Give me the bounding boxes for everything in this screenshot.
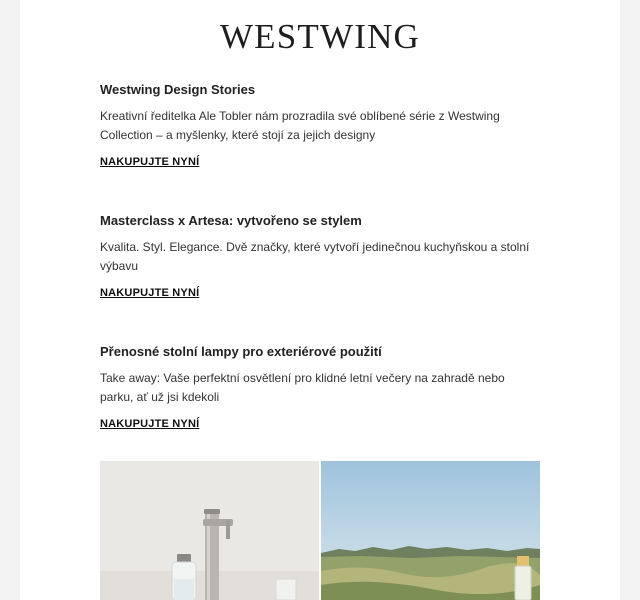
story-design-stories <box>100 81 540 170</box>
story-masterclass-artesa <box>100 212 540 301</box>
story-outdoor-lamps <box>100 343 540 432</box>
email-content <box>20 0 620 600</box>
story-description: Take away: Vaše perfektní osvětlení pro klidné letní večery na zahradě nebo parku, ať už jsi kdekoli <box>100 371 505 404</box>
shop-now-link[interactable]: NAKUPUJTE NYNÍ <box>100 287 200 299</box>
shop-now-link[interactable]: NAKUPUJTE NYNÍ <box>100 418 200 430</box>
meadow-image <box>321 461 540 600</box>
lifestyle-photo[interactable] <box>321 461 540 600</box>
story-title[interactable]: Masterclass x Artesa: vytvořeno se stylem <box>100 213 362 228</box>
story-title[interactable]: Přenosné stolní lampy pro exteriérové použití <box>100 344 382 359</box>
story-description: Kvalita. Styl. Elegance. Dvě značky, které vytvoří jedinečnou kuchyňskou a stolní výbavu <box>100 240 530 273</box>
westwing-logo[interactable]: WESTWING <box>219 17 421 56</box>
story-description: Kreativní ředitelka Ale Tobler nám prozradila své oblíbené série z Westwing Collection – a myšlenky, které stojí za jejich designy <box>100 109 500 142</box>
shop-now-link[interactable]: NAKUPUJTE NYNÍ <box>100 156 200 168</box>
story-title[interactable]: Westwing Design Stories <box>100 82 256 97</box>
hero-image-banner[interactable] <box>100 461 540 600</box>
water-carbonator-image <box>100 461 319 600</box>
product-photo[interactable] <box>100 461 319 600</box>
